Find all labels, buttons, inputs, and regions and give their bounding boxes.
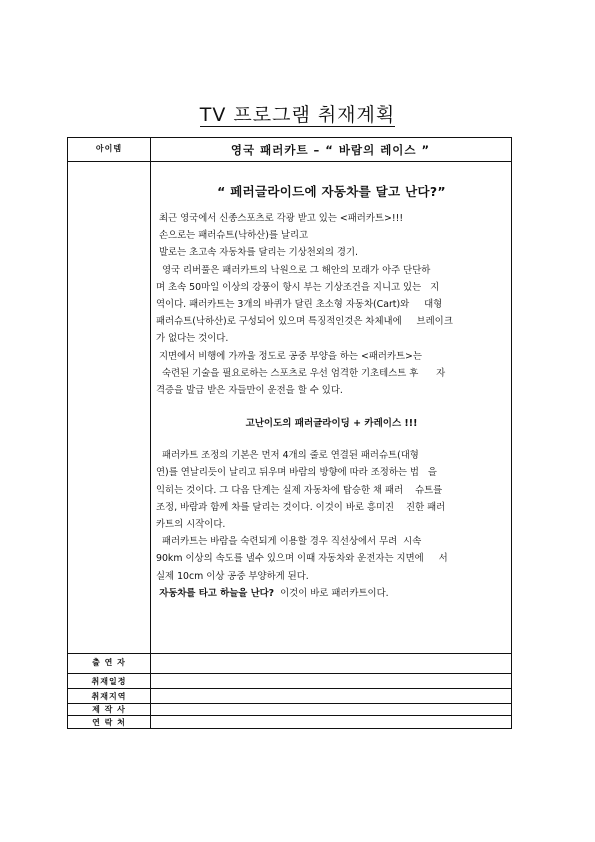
text-line: 며 초속 50마일 이상의 강풍이 항시 부는 기상조건을 지니고 있는 지 (156, 281, 440, 293)
text-line: 발로는 초고속 자동차를 달리는 기상천외의 경기. (156, 247, 358, 259)
producer-label: 제 작 사 (92, 705, 126, 714)
text-line: 90km 이상의 속도를 낼수 있으며 이때 자동차와 운전자는 지면에 서 (156, 553, 448, 565)
content-subhead: 고난이도의 패러글라이딩 + 카레이스 !!! (245, 418, 418, 430)
performer-label: 출 연 자 (92, 658, 126, 667)
contact-value[interactable] (150, 715, 511, 728)
text-line: 패러카트 조정의 기본은 먼저 4개의 줄로 연결된 패러슈트(대형 (156, 450, 419, 462)
schedule-label: 취재일정 (91, 677, 127, 686)
location-label: 취재지역 (91, 692, 127, 701)
closing-line (156, 585, 507, 602)
item-title: 영국 패러카트 – “ 바람의 레이스 ” (230, 143, 431, 157)
closing-question: 자동차를 타고 하늘을 난다? (156, 587, 275, 599)
performer-value[interactable] (150, 653, 511, 673)
text-line: 실제 10cm 이상 공중 부양하게 된다. (156, 570, 309, 582)
item-label: 아이템 (95, 144, 123, 153)
text-line: 익히는 것이다. 그 다음 단계는 실제 자동차에 탑승한 채 패러 슈트를 (156, 484, 443, 496)
label-column (68, 138, 151, 728)
producer-value[interactable] (150, 703, 511, 715)
location-value[interactable] (150, 688, 511, 703)
closing-statement: 이것이 바로 패러카트이다. (274, 587, 389, 599)
text-line: 역이다. 패러카트는 3개의 바퀴가 달린 초소형 자동차(Cart)와 대형 (156, 299, 443, 311)
text-line: 지면에서 비행에 가까울 정도로 공중 부양을 하는 <패러카트>는 (156, 350, 422, 362)
document-title (0, 100, 595, 127)
contact-label: 연 락 처 (92, 718, 126, 727)
text-line: 숙련된 기술을 필요로하는 스포츠로 우선 엄격한 기초테스트 후 자 (156, 367, 446, 379)
document-title-text: TV 프로그램 취재계획 (199, 104, 396, 126)
text-line: 가 없다는 것이다. (156, 333, 229, 345)
plan-form-table (67, 137, 512, 729)
text-line: 패러슈트(낙하산)로 구성되어 있으며 특징적인것은 차체내에 브레이크 (156, 316, 453, 328)
text-line: 카트의 시작이다. (156, 519, 226, 531)
text-line: 손으로는 패러슈트(낙하산)를 날리고 (156, 230, 309, 242)
text-line: 조정, 바람과 함께 차를 달리는 것이다. 이것이 바로 흥미진 진한 패러 (156, 501, 446, 513)
text-line: 최근 영국에서 신종스포츠로 각광 받고 있는 <패러카트>!!! (156, 213, 404, 224)
schedule-value[interactable] (150, 673, 511, 688)
text-line: 패러카트는 바람을 숙련되게 이용할 경우 직선상에서 무려 시속 (156, 536, 422, 548)
text-line: 격증을 발급 받은 자들만이 운전을 할 수 있다. (156, 385, 343, 397)
text-line: 영국 리버풀은 패러카트의 낙원으로 그 해안의 모래가 아주 단단하 (156, 264, 431, 276)
text-line: 연)를 연날리듯이 날리고 뒤우며 바람의 방향에 따라 조정하는 법 을 (156, 467, 437, 479)
content-cell (156, 182, 507, 602)
content-headline: “ 페러글라이드에 자동차를 달고 난다?” (217, 184, 446, 199)
content-paragraph-2 (156, 447, 507, 585)
content-paragraph-1 (156, 210, 507, 399)
row-divider (68, 161, 511, 162)
